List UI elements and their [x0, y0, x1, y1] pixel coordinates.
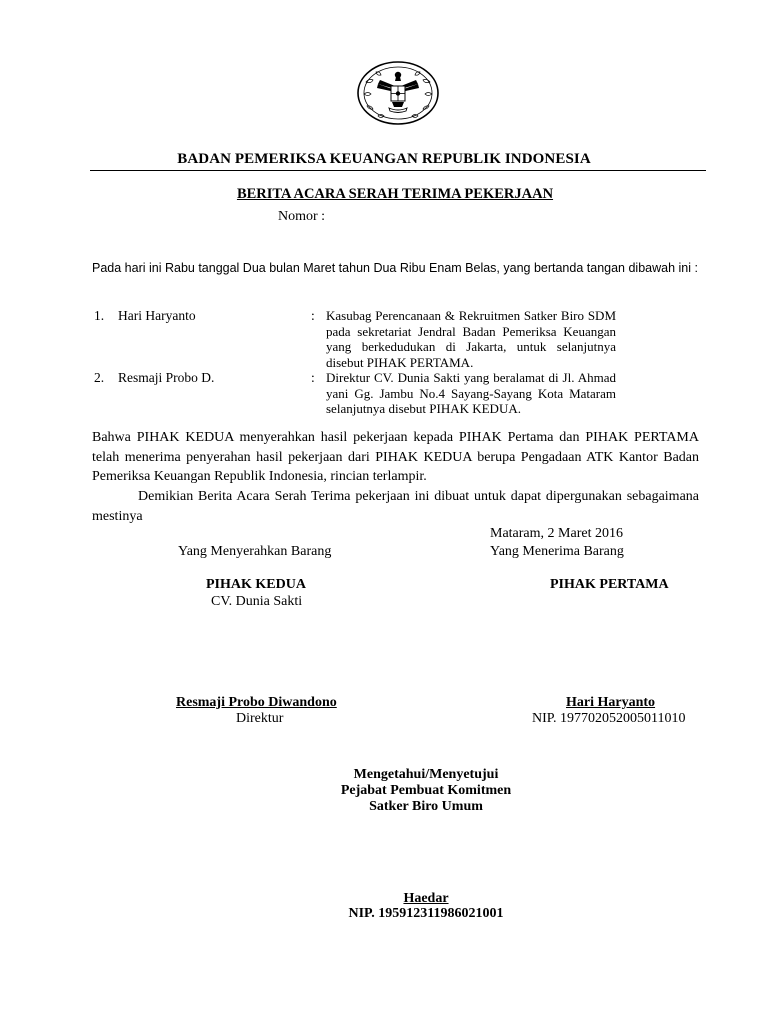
left-signatory-position: Direktur	[236, 711, 284, 726]
party-1-number: 1.	[94, 308, 105, 323]
closing-paragraph: Demikian Berita Acara Serah Terima pekerjaan ini dibuat untuk dapat dipergunakan sebagaimana mestinya	[92, 489, 699, 524]
right-role: PIHAK PERTAMA	[550, 577, 669, 592]
document-title: BERITA ACARA SERAH TERIMA PEKERJAAN	[236, 186, 554, 202]
header-divider	[90, 170, 706, 171]
approval-line-1: Mengetahui/Menyetujui	[353, 767, 499, 782]
approval-line-2: Pejabat Pembuat Komitmen	[340, 783, 512, 798]
intro-paragraph: Pada hari ini Rabu tanggal Dua bulan Maret tahun Dua Ribu Enam Belas, yang bertanda tangan dibawah ini :	[92, 261, 698, 275]
party-2-name: Resmaji Probo D.	[118, 370, 215, 385]
right-caption: Yang Menerima Barang	[490, 544, 624, 559]
approval-line-3: Satker Biro Umum	[369, 799, 483, 814]
document-number-label: Nomor :	[278, 209, 326, 224]
party-2-number: 2.	[94, 370, 105, 385]
left-company: CV. Dunia Sakti	[211, 594, 303, 609]
party-1-name: Hari Haryanto	[118, 308, 196, 323]
party-2-description: Direktur CV. Dunia Sakti yang beralamat di Jl. Ahmad yani Gg. Jambu No.4 Sayang-Sayang Kota Mataram selanjutnya disebut PIHAK KEDUA.	[326, 370, 616, 416]
party-2-colon: :	[311, 370, 315, 385]
handover-paragraph: Bahwa PIHAK KEDUA menyerahkan hasil pekerjaan kepada PIHAK Pertama dan PIHAK PERTAMA telah menerima penyerahan hasil pekerjaan dari PIHAK KEDUA berupa Pengadaan ATK Kantor Badan Pemeriksa Keuangan Republik Indonesia, rincian terlampir.	[92, 430, 699, 484]
party-1-description: Kasubag Perencanaan & Rekruitmen Satker Biro SDM pada sekretariat Jendral Badan Pemeriksa Keuangan yang berkedudukan di Jakarta, untuk selanjutnya disebut PIHAK PERTAMA.	[326, 308, 616, 370]
left-caption: Yang Menyerahkan Barang	[178, 544, 332, 559]
left-role: PIHAK KEDUA	[206, 577, 306, 592]
place-date: Mataram, 2 Maret 2016	[490, 526, 623, 541]
approval-signatory-name: Haedar	[403, 891, 449, 906]
approval-signatory-nip: NIP. 195912311986021001	[348, 906, 504, 921]
organization-name: BADAN PEMERIKSA KEUANGAN REPUBLIK INDONESIA	[177, 151, 591, 167]
party-1-colon: :	[311, 308, 315, 323]
left-signatory-name: Resmaji Probo Diwandono	[176, 695, 337, 710]
right-signatory-name: Hari Haryanto	[566, 695, 656, 710]
garuda-emblem-icon	[356, 60, 440, 126]
right-signatory-nip: NIP. 197702052005011010	[532, 711, 686, 726]
